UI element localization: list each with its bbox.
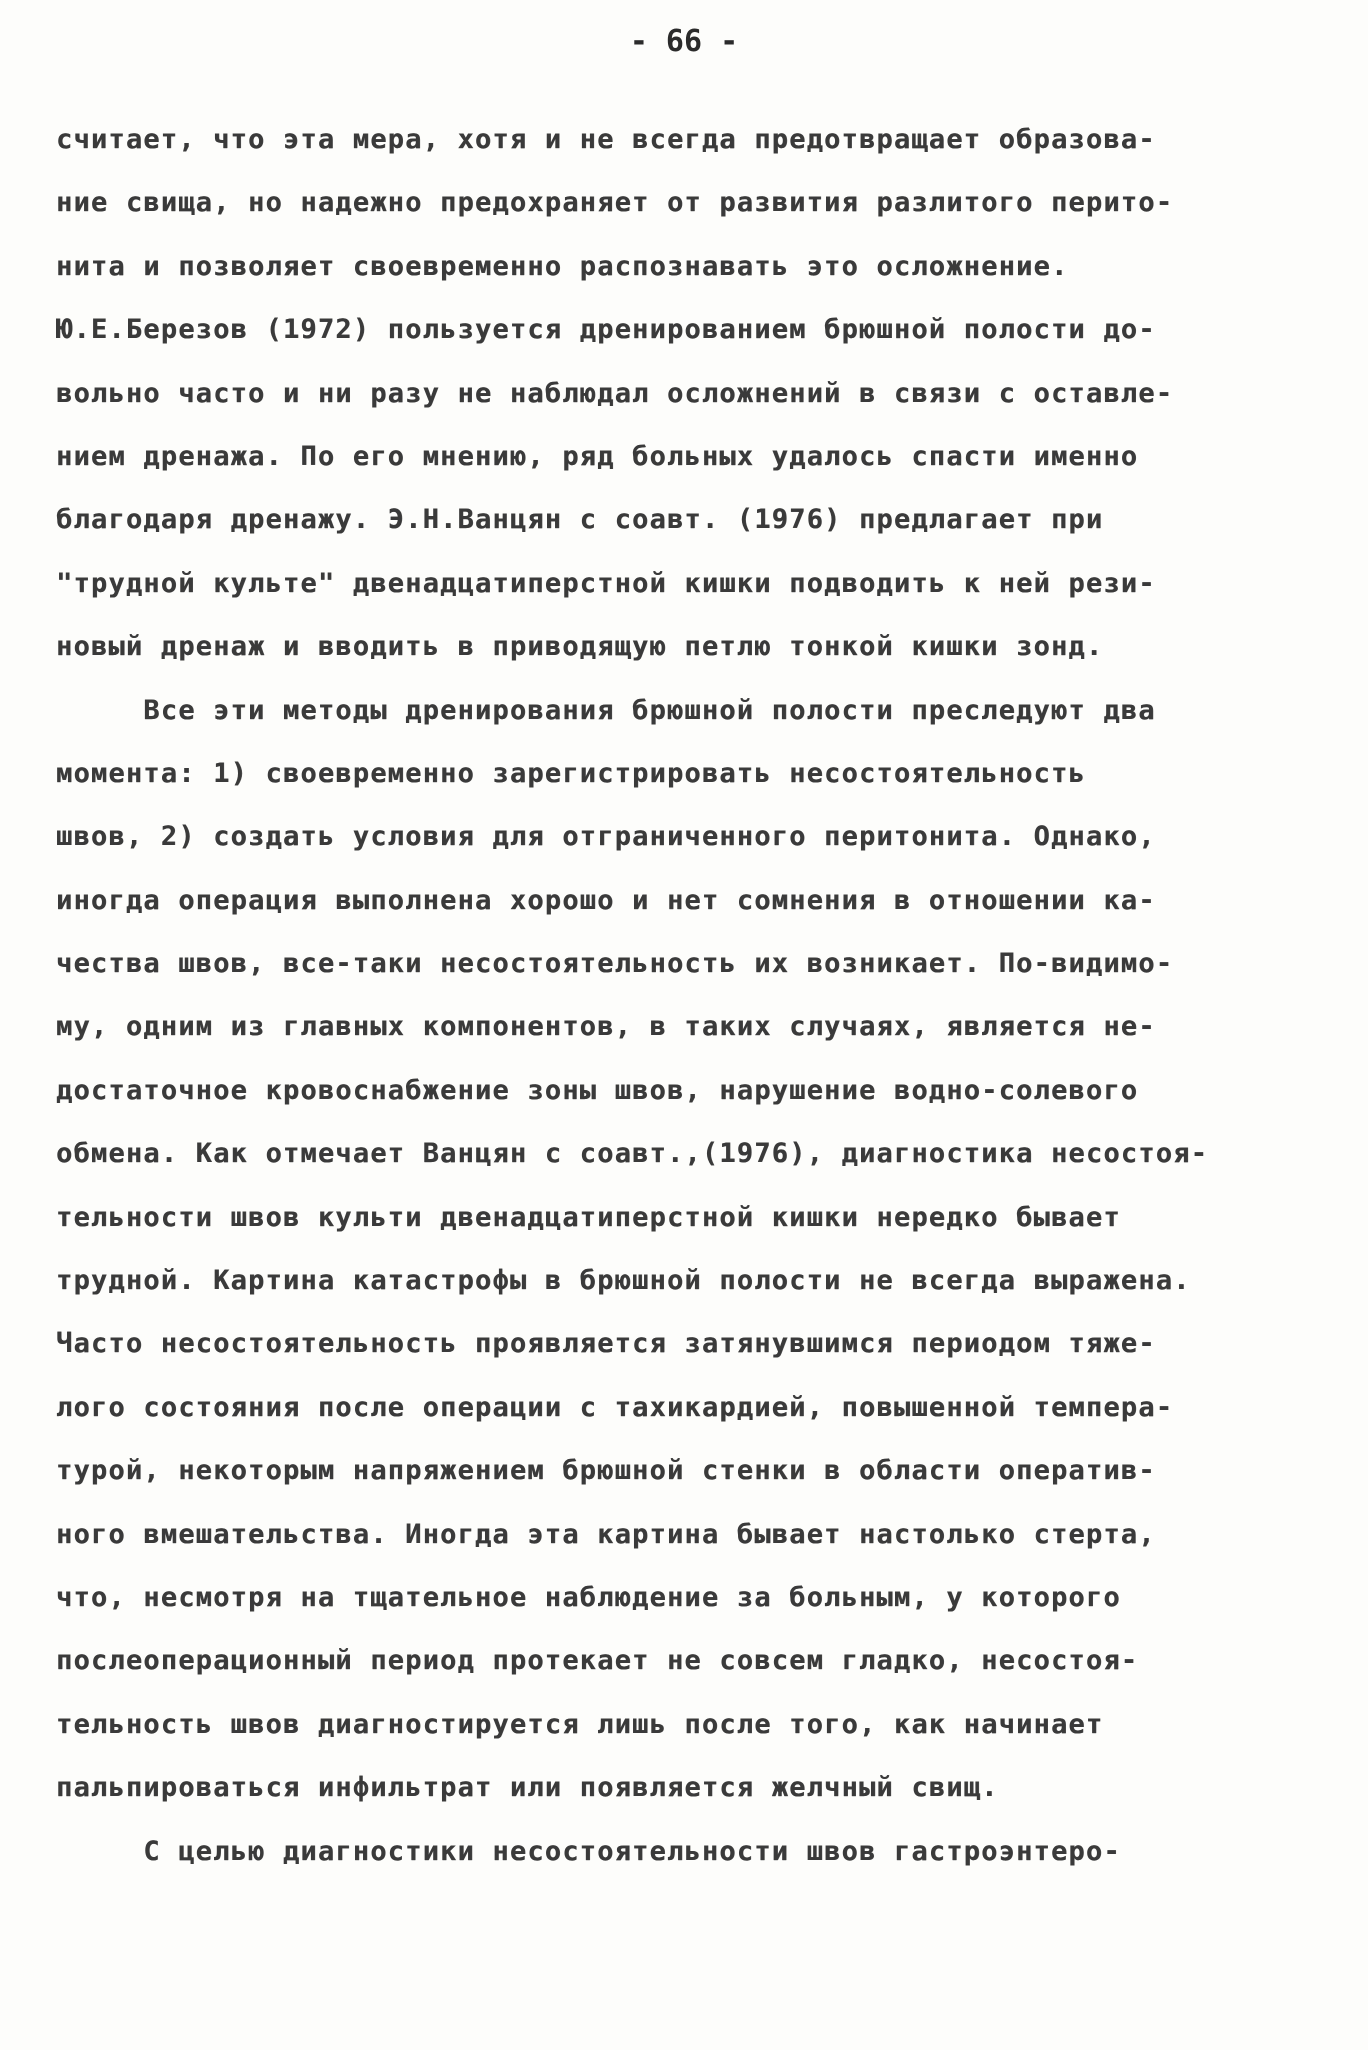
text-line: му, одним из главных компонентов, в таких случаях, является не-	[56, 1011, 1156, 1043]
text-line: тельность швов диагностируется лишь после того, как начинает	[56, 1708, 1104, 1740]
text-line: обмена. Как отмечает Ванцян с соавт.,(1976), диагностика несостоя-	[56, 1138, 1209, 1170]
text-line: швов, 2) создать условия для отграниченного перитонита. Однако,	[56, 821, 1156, 853]
text-line: момента: 1) своевременно зарегистрировать несостоятельность	[56, 757, 1086, 789]
text-line: считает, что эта мера, хотя и не всегда предотвращает образова-	[56, 124, 1156, 155]
body-text	[56, 108, 1326, 1883]
text-line: достаточное кровоснабжение зоны швов, нарушение водно-солевого	[56, 1074, 1139, 1106]
text-line: послеоперационный период протекает не совсем гладко, несостоя-	[56, 1645, 1139, 1677]
text-line: Часто несостоятельность проявляется затянувшимся периодом тяже-	[56, 1328, 1156, 1360]
text-line: нита и позволяет своевременно распознавать это осложнение.	[56, 250, 1069, 282]
text-line: чества швов, все-таки несостоятельность их возникает. По-видимо-	[56, 948, 1174, 980]
text-line: новый дренаж и вводить в приводящую петлю тонкой кишки зонд.	[56, 631, 1104, 663]
text-line: турой, некоторым напряжением брюшной стенки в области оператив-	[56, 1455, 1156, 1487]
text-line: ного вмешательства. Иногда эта картина бывает настолько стерта,	[56, 1518, 1156, 1550]
text-line: Ю.Е.Березов (1972) пользуется дренированием брюшной полости до-	[56, 314, 1156, 346]
text-line: лого состояния после операции с тахикардией, повышенной темпера-	[56, 1391, 1174, 1423]
text-line: нием дренажа. По его мнению, ряд больных удалось спасти именно	[56, 440, 1139, 472]
text-line: что, несмотря на тщательное наблюдение за больным, у которого	[56, 1581, 1121, 1613]
text-line: благодаря дренажу. Э.Н.Ванцян с соавт. (1976) предлагает при	[56, 504, 1104, 536]
text-line: тельности швов культи двенадцатиперстной кишки нередко бывает	[56, 1201, 1121, 1233]
text-line: вольно часто и ни разу не наблюдал осложнений в связи с оставле-	[56, 377, 1174, 409]
text-line: трудной. Картина катастрофы в брюшной полости не всегда выражена.	[56, 1265, 1191, 1297]
text-line: ние свища, но надежно предохраняет от развития разлитого перито-	[56, 187, 1174, 219]
text-line: С целью диагностики несостоятельности швов гастроэнтеро-	[56, 1835, 1121, 1867]
text-line: "трудной культе" двенадцатиперстной кишки подводить к ней рези-	[56, 567, 1156, 599]
text-line: иногда операция выполнена хорошо и нет сомнения в отношении ка-	[56, 884, 1156, 916]
text-line: Все эти методы дренирования брюшной полости преследуют два	[56, 694, 1156, 726]
page-number: - 66 -	[629, 24, 739, 59]
text-line: пальпироваться инфильтрат или появляется желчный свищ.	[56, 1772, 999, 1804]
